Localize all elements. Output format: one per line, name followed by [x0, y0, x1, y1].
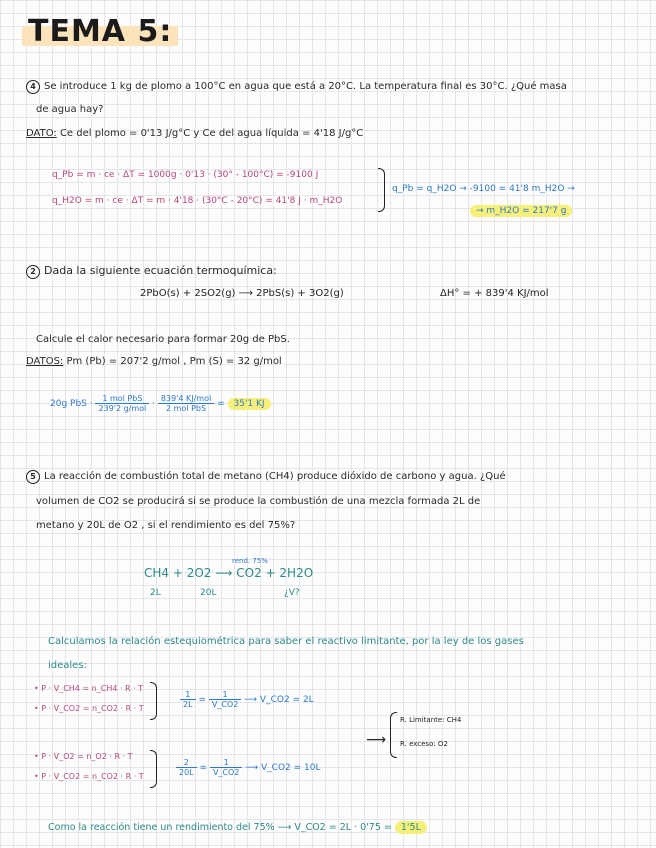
- equation-q-h2o: q_H2O = m · ce · ΔT = m · 4'18 · (30°C - 20°C) = 41'8 J · m_H2O: [52, 196, 343, 206]
- problem-3-line2: volumen de CO2 se producirá si se produce la combustión de una mezcla formada 2L de: [36, 496, 481, 507]
- problem-1-line2: de agua hay?: [36, 104, 104, 115]
- problem-number: 5: [26, 470, 40, 484]
- reactivo-exceso: R. exceso: O2: [400, 740, 448, 748]
- problem-2-line1: [26, 264, 277, 279]
- result-mass-water: → m_H2O = 217'7 g: [470, 206, 572, 216]
- combustion-reaction: CH4 + 2O2 ⟶ CO2 + 2H2O: [144, 566, 314, 580]
- calc-pbs: 20g PbS · $\frac{\text{1 mol PbS}}{\text{239'2 g/mol}}$ · $\frac{\text{839'4 KJ/mol}}{\text{2 mol PbS}}$ = 35'1 KJ: [50, 394, 271, 413]
- brace: [390, 712, 397, 758]
- ideal-gas-o2: • P · V_O2 = n_O2 · R · T: [34, 752, 133, 761]
- problem-number: 2: [26, 265, 40, 279]
- datos-text: Pm (Pb) = 207'2 g/mol , Pm (S) = 32 g/mol: [66, 356, 282, 367]
- result-heat: 35'1 KJ: [228, 398, 271, 410]
- brace: [378, 168, 385, 212]
- ideal-gas-ch4: • P · V_CH4 = n_CH4 · R · T: [34, 684, 144, 693]
- problem-3-line3: metano y 20L de O2 , si el rendimiento es del 75%?: [36, 520, 296, 531]
- ideal-gas-co2-b: • P · V_CO2 = n_CO2 · R · T: [34, 772, 144, 781]
- ratio-2: $\frac{2}{20L}$ = $\frac{1}{V\_CO2}$ ⟶ V_CO2 = 10L: [176, 758, 321, 777]
- problem-1-datos: [26, 128, 363, 139]
- ideal-gas-co2-a: • P · V_CO2 = n_CO2 · R · T: [34, 704, 144, 713]
- equation-equality: q_Pb = q_H2O → -9100 = 41'8 m_H2O →: [392, 184, 575, 194]
- problem-text: Se introduce 1 kg de plomo a 100°C en agua que está a 20°C. La temperatura final es 30°C. ¿Qué masa: [44, 81, 567, 92]
- datos-text: Ce del plomo = 0'13 J/g°C y Ce del agua líquida = 4'18 J/g°C: [59, 128, 364, 139]
- fraction-molar: $\frac{\text{1 mol PbS}}{\text{239'2 g/mol}}$: [95, 394, 149, 413]
- thermo-reaction: 2PbO(s) + 2SO2(g) ⟶ 2PbS(s) + 3O2(g): [140, 288, 344, 299]
- problem-1-line1: [26, 80, 567, 94]
- calc-explanation-1: Calculamos la relación estequiométrica para saber el reactivo limitante, por la ley de los gases: [48, 636, 524, 647]
- enthalpy: ΔH° = + 839'4 KJ/mol: [440, 288, 549, 299]
- result-volume-co2: 1'5L: [395, 821, 427, 834]
- problem-2-question: Calcule el calor necesario para formar 20g de PbS.: [36, 334, 290, 345]
- fraction-enthalpy: $\frac{\text{839'4 KJ/mol}}{\text{2 mol PbS}}$: [158, 394, 214, 413]
- problem-text: La reacción de combustión total de metano (CH4) produce dióxido de carbono y agua. ¿Qué: [44, 471, 506, 482]
- final-calc: Como la reacción tiene un rendimiento del 75% ⟶ V_CO2 = 2L · 0'75 = 1'5L: [48, 822, 427, 833]
- calc-explanation-2: ideales:: [48, 660, 87, 671]
- reactivo-limitante: R. Limitante: CH4: [400, 716, 462, 724]
- volume-co2-unknown: ¿V?: [284, 588, 300, 598]
- datos-label: DATOS:: [26, 356, 64, 367]
- brace: [150, 682, 157, 720]
- volume-ch4: 2L: [150, 588, 161, 598]
- problem-3-line1: [26, 470, 506, 484]
- problem-text: Dada la siguiente ecuación termoquímica:: [44, 264, 277, 277]
- volume-o2: 20L: [200, 588, 217, 598]
- datos-label: DATO:: [26, 128, 57, 139]
- ratio-1: $\frac{1}{2L}$ = $\frac{1}{V\_CO2}$ ⟶ V_CO2 = 2L: [180, 690, 314, 709]
- arrow-label: rend. 75%: [232, 557, 268, 565]
- arrow-icon: ⟶: [366, 732, 387, 748]
- equation-q-pb: q_Pb = m · ce · ΔT = 1000g · 0'13 · (30° - 100°C) = -9100 J: [52, 170, 319, 180]
- problem-2-datos: [26, 356, 282, 367]
- brace: [150, 750, 157, 788]
- problem-number: 4: [26, 80, 40, 94]
- page-title: TEMA 5:: [22, 14, 178, 49]
